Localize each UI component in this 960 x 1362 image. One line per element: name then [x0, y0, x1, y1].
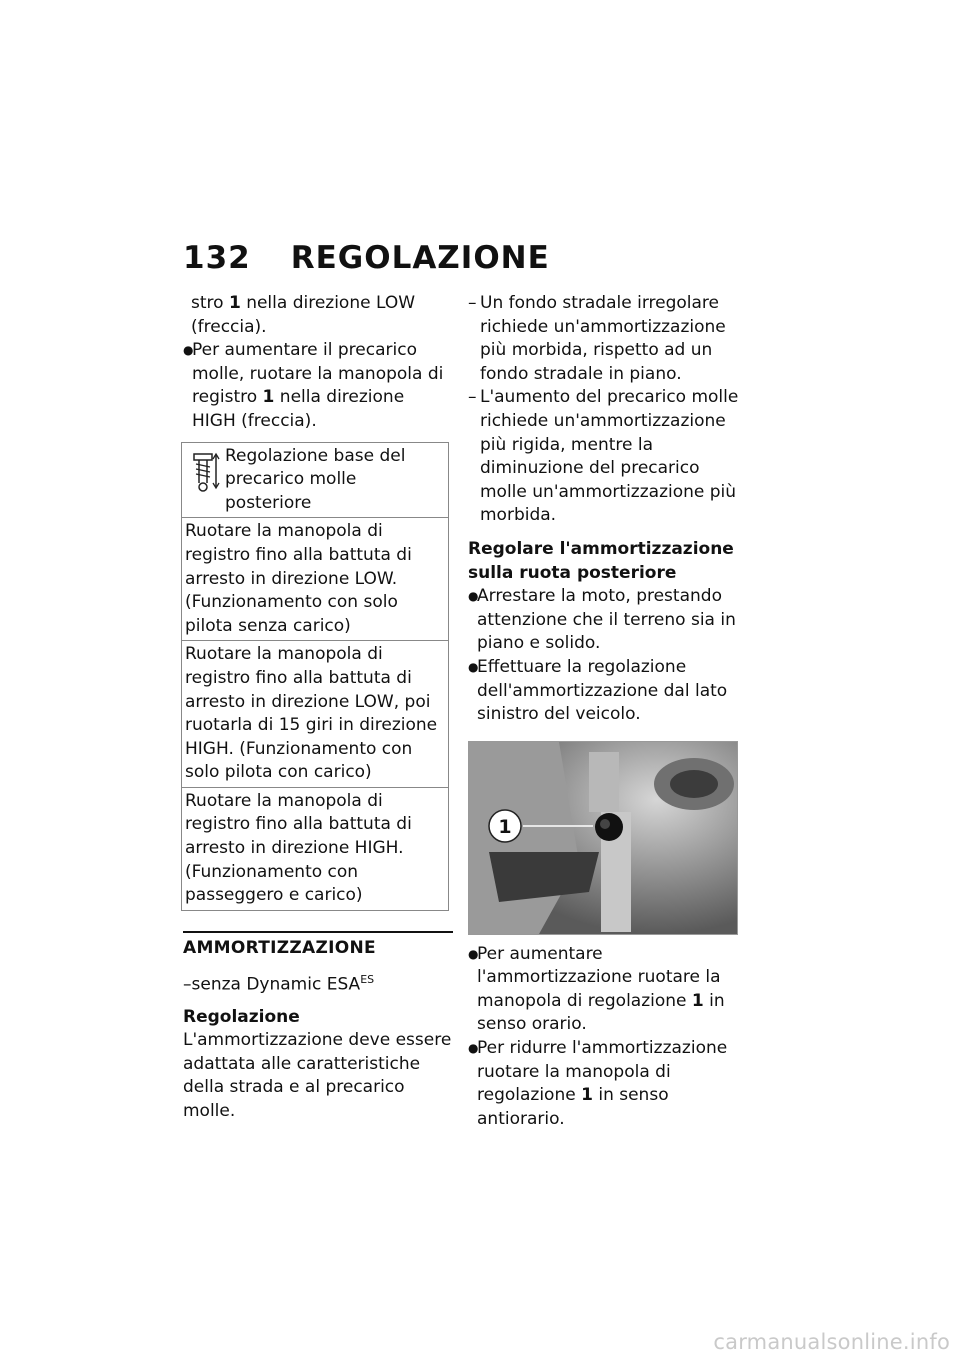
list-item: ● Per aumentare l'ammortizzazione ruotare la manopola di regolazione 1 in senso orario.: [468, 943, 740, 1037]
left-column: [183, 292, 453, 1124]
table-row: Ruotare la manopola di registro fino alla battuta di arresto in direzione LOW, poi ruotarla di 15 giri in direzione HIGH. (Funzionamento con solo pilota con carico): [182, 641, 449, 788]
preload-table-header: [182, 442, 449, 518]
callout-number: 1: [228, 293, 241, 313]
bullet-icon: ●: [183, 343, 194, 358]
list-item: ● Arrestare la moto, prestando attenzione che il terreno sia in piano e solido.: [468, 585, 740, 656]
list-item: ● Per ridurre l'ammortizzazione ruotare la manopola di regolazione 1 in senso antiorario.: [468, 1037, 740, 1131]
bullet-icon: ●: [468, 946, 479, 961]
list-item: ● Effettuare la regolazione dell'ammortizzazione dal lato sinistro del veicolo.: [468, 656, 740, 727]
subheading: Regolazione: [183, 1006, 300, 1027]
list-item: ● Per aumentare il precarico molle, ruotare la manopola di registro 1 nella direzione HIGH (freccia).: [183, 339, 453, 433]
section-title: AMMORTIZZAZIONE: [183, 931, 453, 961]
right-column: [468, 292, 740, 1131]
paragraph-continued: stro 1 nella direzione LOW (freccia).: [191, 293, 416, 337]
callout-number: 1: [691, 990, 704, 1011]
damping-adjuster-photo: [468, 741, 738, 935]
preload-table: [181, 442, 449, 911]
variant-superscript: ES: [360, 973, 375, 987]
list-item: – L'aumento del precarico molle richiede un'ammortizzazione più rigida, mentre la diminuzione del precarico molle un'ammortizzazione più morbida.: [468, 387, 739, 526]
watermark-footer: carmanualsonline.info: [713, 1330, 950, 1354]
page-number: 132: [183, 240, 251, 276]
preload-table-title: Regolazione base del precarico molle posteriore: [225, 445, 406, 513]
bullet-icon: ●: [468, 659, 479, 674]
list-item: – Un fondo stradale irregolare richiede un'ammortizzazione più morbida, rispetto ad un fondo stradale in piano.: [468, 293, 726, 384]
bullet-icon: ●: [468, 589, 479, 604]
page-header: [183, 240, 550, 276]
bullet-icon: ●: [468, 1041, 479, 1056]
subheading: Regolare l'ammortizzazione sulla ruota posteriore: [468, 538, 734, 583]
page-title: REGOLAZIONE: [290, 240, 550, 276]
variant-label: –senza Dynamic $ESA^{ES}$: [183, 973, 375, 996]
spring-preload-icon: [185, 449, 225, 493]
table-row: Ruotare la manopola di registro fino alla battuta di arresto in direzione LOW. (Funzionamento con solo pilota senza carico): [182, 518, 449, 641]
callout-number: 1: [262, 387, 275, 408]
body-paragraph: L'ammortizzazione deve essere adattata alle caratteristiche della strada e al precarico molle.: [183, 1030, 452, 1122]
callout-number: 1: [581, 1085, 593, 1106]
photo-callout-label: 1: [498, 815, 512, 838]
table-row: Ruotare la manopola di registro fino alla battuta di arresto in direzione HIGH. (Funzionamento con passeggero e carico): [182, 787, 449, 910]
